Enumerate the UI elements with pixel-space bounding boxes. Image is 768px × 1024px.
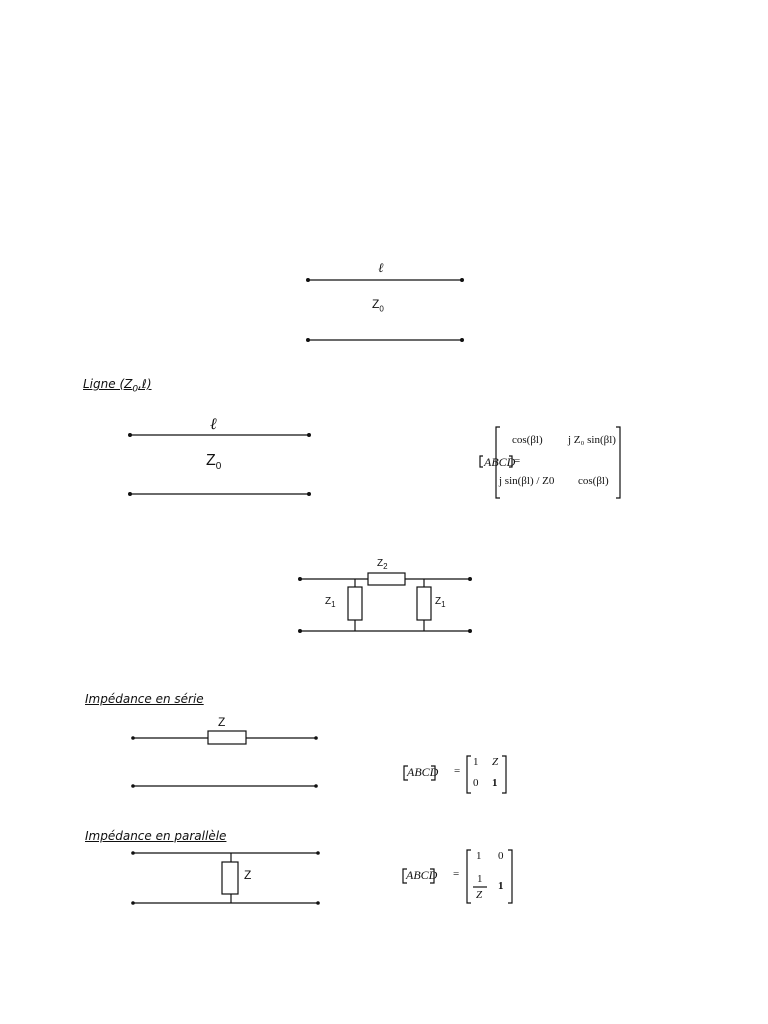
- ligne-matrix-c: j sin(βl) / Z0: [499, 475, 555, 487]
- ligne-length-label: ℓ: [210, 414, 217, 433]
- parallele-heading: Impédance en parallèle: [85, 829, 227, 843]
- terminal-dots: [128, 278, 472, 905]
- serie-circuit: [133, 731, 316, 786]
- parallele-matrix-c-numerator: 1: [477, 873, 483, 885]
- ligne-matrix-equals: =: [514, 455, 521, 467]
- top-line-conductors: [308, 280, 462, 340]
- parallele-matrix-name: ABCD: [406, 868, 438, 882]
- ligne-matrix-a: cos(βl): [512, 434, 543, 446]
- pi-right-shunt-label: $Z_1$: [435, 596, 446, 609]
- series-impedance-z2: [368, 573, 405, 585]
- serie-matrix-a: 1: [473, 756, 479, 768]
- top-line-impedance-label: $Z_0$: [372, 297, 384, 314]
- parallele-matrix-equals: =: [453, 868, 460, 880]
- pi-series-label: $Z_2$: [377, 558, 388, 571]
- ligne-matrix-b: j Z₀ sin(βl): [568, 434, 616, 446]
- parallele-matrix-b: 0: [498, 850, 504, 862]
- serie-matrix-d: 1: [492, 777, 498, 789]
- serie-matrix-equals: =: [454, 765, 461, 777]
- ligne-impedance-label: $Z_0$: [206, 452, 222, 473]
- parallele-impedance-box: [222, 862, 238, 894]
- serie-matrix-c: 0: [473, 777, 479, 789]
- shunt-impedance-z1-right: [417, 587, 431, 620]
- parallele-matrix-c-denominator: Z: [476, 889, 483, 901]
- parallele-circuit: [133, 853, 318, 903]
- pi-left-shunt-label: $Z_1$: [325, 596, 336, 609]
- shunt-impedance-z1-left: [348, 587, 362, 620]
- parallele-matrix-d: 1: [498, 880, 504, 892]
- top-line-length-label: ℓ: [378, 261, 384, 276]
- serie-matrix-name: ABCD: [407, 765, 439, 779]
- serie-matrix-b: Z: [492, 756, 499, 768]
- parallele-matrix-a: 1: [476, 850, 482, 862]
- serie-component-label: Z: [218, 715, 226, 729]
- parallele-component-label: Z: [244, 868, 252, 882]
- ligne-heading: Ligne $(Z_0,\ell)$: [83, 377, 152, 395]
- ligne-matrix-d: cos(βl): [578, 475, 609, 487]
- serie-impedance-box: [208, 731, 246, 744]
- serie-heading: Impédance en série: [85, 692, 204, 706]
- ligne-matrix-name: ABCD: [484, 455, 516, 469]
